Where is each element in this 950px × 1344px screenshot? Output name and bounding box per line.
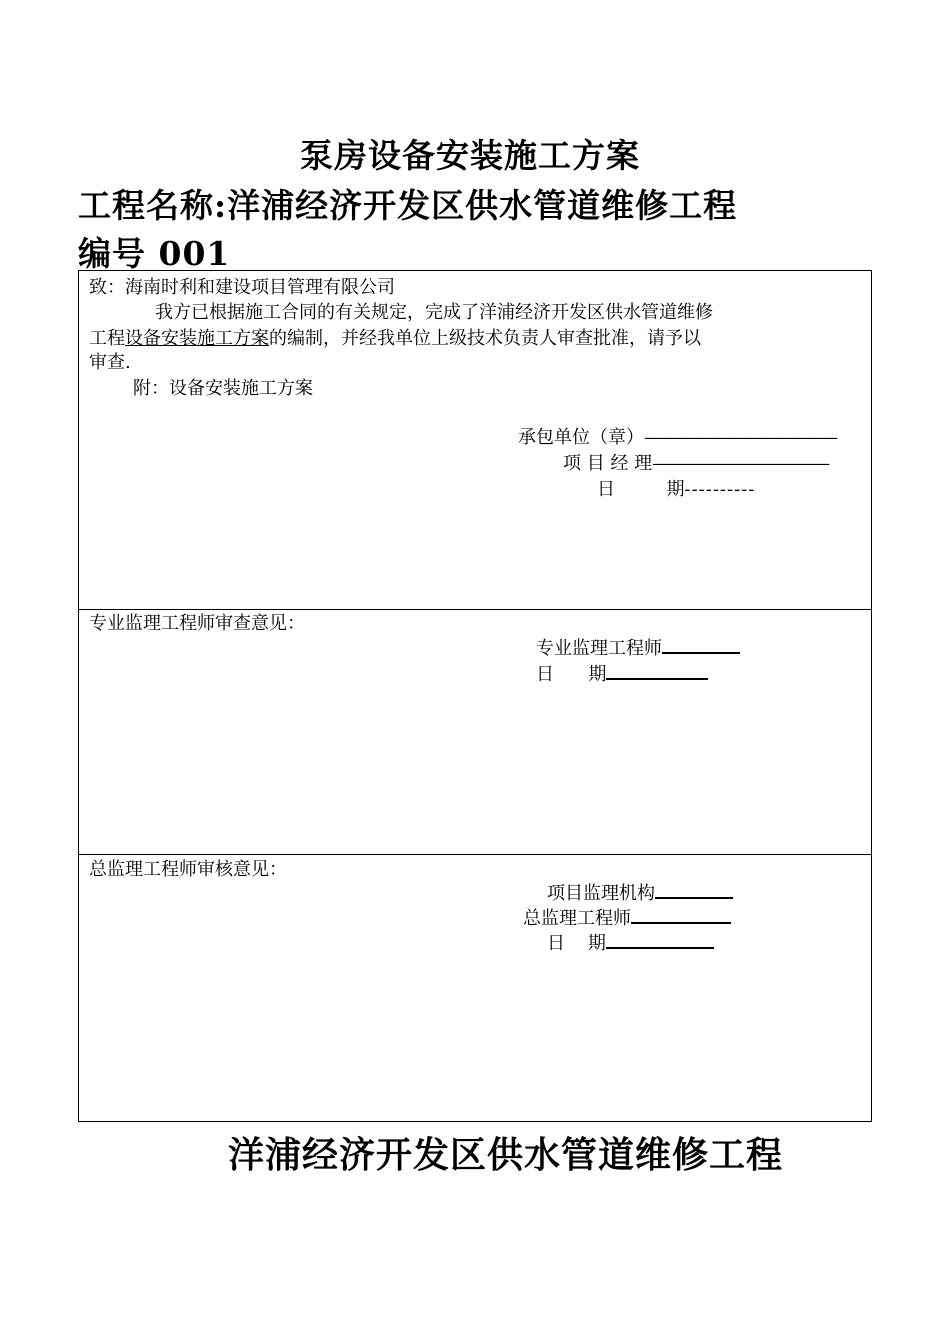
contractor-dash: ———————————— bbox=[644, 427, 836, 448]
chief-engineer-label: 总监理工程师 bbox=[523, 908, 631, 929]
paragraph-suffix: 的编制，并经我单位上级技术负责人审查批准，请予以 bbox=[269, 328, 701, 349]
contractor-label: 承包单位（章） bbox=[518, 427, 644, 448]
submission-paragraph-line-2 bbox=[89, 326, 701, 352]
specialist-date-label: 日 期 bbox=[536, 664, 607, 685]
specialist-date-blank bbox=[606, 662, 708, 680]
project-manager-dash: ——————————— bbox=[652, 453, 829, 474]
specialist-date-line bbox=[536, 662, 708, 688]
contractor-signature-line bbox=[518, 425, 836, 451]
paragraph-prefix: 工程 bbox=[89, 328, 125, 349]
specialist-engineer-label: 专业监理工程师 bbox=[536, 638, 662, 659]
contractor-date-label: 日 期 bbox=[597, 479, 685, 500]
project-manager-label: 项 目 经 理 bbox=[563, 453, 653, 474]
chief-date-label: 日 期 bbox=[547, 933, 606, 954]
supervision-agency-line bbox=[547, 881, 733, 907]
row-divider-2 bbox=[79, 854, 871, 855]
chief-engineer-blank bbox=[631, 906, 731, 924]
project-name-line: 工程名称:洋浦经济开发区供水管道维修工程 bbox=[78, 186, 738, 225]
contractor-date-dash: ---------- bbox=[684, 479, 756, 500]
attachment-line: 附：设备安装施工方案 bbox=[133, 378, 313, 399]
supervision-agency-blank bbox=[655, 881, 733, 899]
submission-paragraph-line-3: 审查. bbox=[89, 352, 131, 373]
submission-paragraph-line-1: 我方已根据施工合同的有关规定，完成了洋浦经济开发区供水管道维修 bbox=[155, 302, 713, 323]
chief-review-heading: 总监理工程师审核意见： bbox=[89, 859, 287, 880]
specialist-engineer-line bbox=[536, 636, 740, 662]
chief-engineer-line bbox=[523, 906, 731, 932]
plan-name-underlined: 设备安装施工方案 bbox=[125, 328, 269, 349]
row-divider-1 bbox=[79, 609, 871, 610]
chief-date-blank bbox=[606, 931, 714, 949]
chief-date-line bbox=[547, 931, 714, 957]
footer-project-title: 洋浦经济开发区供水管道维修工程 bbox=[228, 1134, 784, 1176]
document-title: 泵房设备安装施工方案 bbox=[300, 136, 640, 175]
specialist-review-heading: 专业监理工程师审查意见： bbox=[89, 613, 305, 634]
addressee-line: 致：海南时利和建设项目管理有限公司 bbox=[89, 277, 395, 298]
project-manager-line bbox=[563, 451, 828, 477]
document-number: 编号 001 bbox=[78, 234, 231, 273]
contractor-date-line bbox=[597, 477, 755, 503]
supervision-agency-label: 项目监理机构 bbox=[547, 883, 655, 904]
specialist-engineer-signature-blank bbox=[662, 636, 740, 654]
